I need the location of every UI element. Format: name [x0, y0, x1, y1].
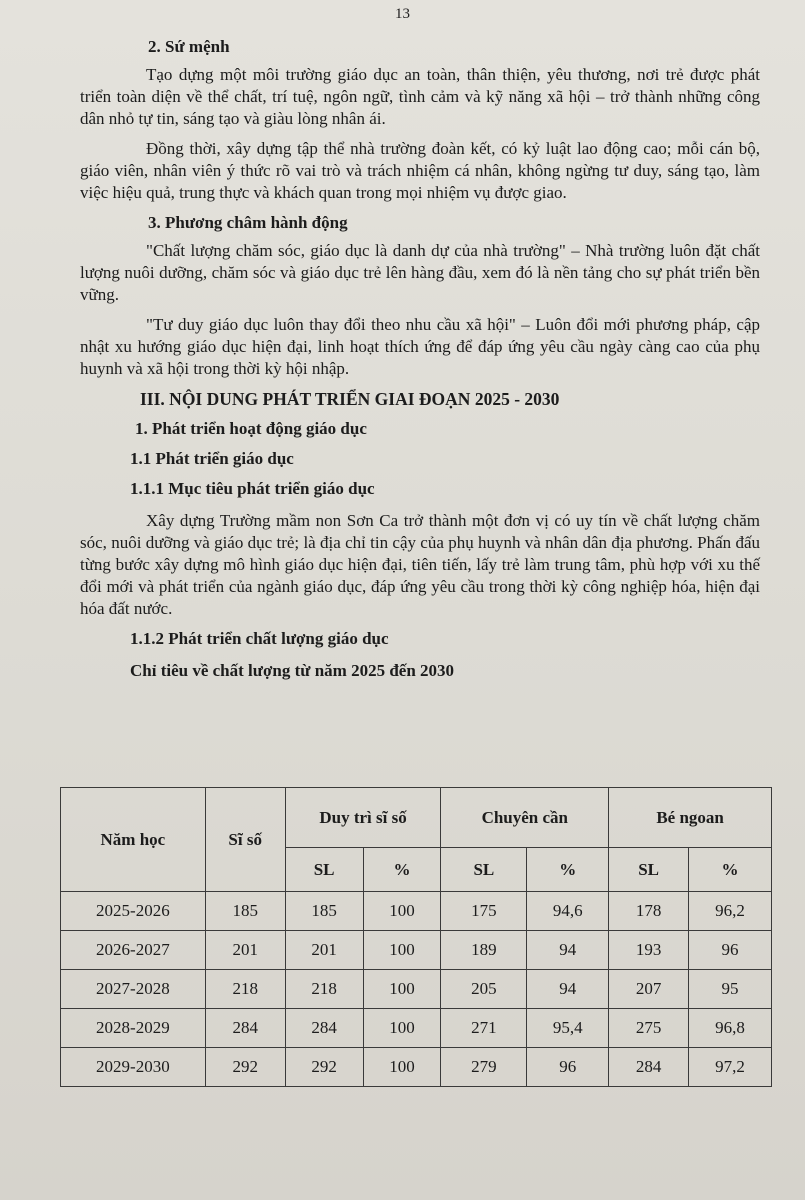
page-content [80, 36, 760, 688]
section-1-1-2-heading: 1.1.2 Phát triển chất lượng giáo dục [130, 629, 389, 648]
cell-total: 201 [205, 931, 285, 970]
cell-good-pct: 96,2 [689, 892, 772, 931]
section-1-heading: 1. Phát triển hoạt động giáo dục [135, 419, 367, 438]
cell-good-sl: 284 [609, 1048, 689, 1087]
cell-total: 292 [205, 1048, 285, 1087]
cell-maintain-sl: 292 [285, 1048, 363, 1087]
cell-total: 218 [205, 970, 285, 1009]
cell-maintain-sl: 218 [285, 970, 363, 1009]
cell-maintain-sl: 185 [285, 892, 363, 931]
subheader-pct: % [527, 848, 609, 892]
cell-good-pct: 97,2 [689, 1048, 772, 1087]
section-1-1-1-paragraph: Xây dựng Trường mầm non Sơn Ca trở thành một đơn vị có uy tín về chất lượng chăm sóc, nuôi dưỡng và giáo dục trẻ; là địa chỉ tin cậy của phụ huynh và nhân dân địa phương. Phấn đấu từng bước xây dựng mô hình giáo dục hiện đại, tiên tiến, lấy trẻ làm trung tâm, phù hợp với xu thế đổi mới và phát triển của ngành giáo dục, đáp ứng yêu cầu trong thời kỳ công nghiệp hóa, hiện đại hóa đất nước. [80, 511, 760, 618]
motto-paragraph-2: "Tư duy giáo dục luôn thay đổi theo nhu cầu xã hội" – Luôn đổi mới phương pháp, cập nhật xu hướng giáo dục hiện đại, linh hoạt thích ứng để đáp ứng yêu cầu ngày càng cao của phụ huynh và xã hội trong thời kỳ hội nhập. [80, 315, 760, 378]
section-iii-heading: III. NỘI DUNG PHÁT TRIỂN GIAI ĐOẠN 2025 - 2030 [140, 389, 560, 409]
cell-attendance-sl: 271 [441, 1009, 527, 1048]
header-total: Sĩ số [205, 788, 285, 892]
cell-attendance-sl: 279 [441, 1048, 527, 1087]
page-number: 13 [395, 6, 410, 22]
subheader-pct: % [689, 848, 772, 892]
section-1-1-heading: 1.1 Phát triển giáo dục [130, 449, 294, 468]
cell-attendance-sl: 189 [441, 931, 527, 970]
motto-heading: 3. Phương châm hành động [148, 213, 348, 232]
table-row [61, 1009, 772, 1048]
cell-good-sl: 207 [609, 970, 689, 1009]
subheader-sl: SL [609, 848, 689, 892]
cell-year: 2027-2028 [61, 970, 206, 1009]
header-year: Năm học [61, 788, 206, 892]
mission-paragraph-2: Đồng thời, xây dựng tập thể nhà trường đoàn kết, có kỷ luật lao động cao; mỗi cán bộ, giáo viên, nhân viên ý thức rõ vai trò và trách nhiệm cá nhân, không ngừng tư duy, sáng tạo, làm việc hiệu quả, trung thực và khách quan trong mọi nhiệm vụ được giao. [80, 139, 760, 202]
cell-year: 2028-2029 [61, 1009, 206, 1048]
motto-paragraph-1: "Chất lượng chăm sóc, giáo dục là danh dự của nhà trường" – Nhà trường luôn đặt chất lượng nuôi dưỡng, chăm sóc và giáo dục trẻ lên hàng đầu, xem đó là nền tảng cho sự phát triển bền vững. [80, 241, 760, 304]
subheader-sl: SL [285, 848, 363, 892]
cell-total: 284 [205, 1009, 285, 1048]
cell-good-pct: 96,8 [689, 1009, 772, 1048]
cell-attendance-pct: 94,6 [527, 892, 609, 931]
cell-year: 2029-2030 [61, 1048, 206, 1087]
cell-attendance-pct: 95,4 [527, 1009, 609, 1048]
cell-good-sl: 178 [609, 892, 689, 931]
table-row [61, 970, 772, 1009]
table-row [61, 1048, 772, 1087]
cell-maintain-pct: 100 [363, 892, 441, 931]
cell-attendance-sl: 175 [441, 892, 527, 931]
header-attendance: Chuyên cần [441, 788, 609, 848]
cell-attendance-pct: 94 [527, 931, 609, 970]
cell-good-sl: 193 [609, 931, 689, 970]
cell-maintain-pct: 100 [363, 1048, 441, 1087]
mission-heading: 2. Sứ mệnh [148, 37, 230, 56]
cell-attendance-sl: 205 [441, 970, 527, 1009]
subheader-pct: % [363, 848, 441, 892]
cell-year: 2026-2027 [61, 931, 206, 970]
section-1-1-1-heading: 1.1.1 Mục tiêu phát triển giáo dục [130, 479, 375, 498]
mission-paragraph-1: Tạo dựng một môi trường giáo dục an toàn, thân thiện, yêu thương, nơi trẻ được phát triển toàn diện về thể chất, trí tuệ, ngôn ngữ, tình cảm và kỹ năng xã hội – trở thành những công dân nhỏ tự tin, sáng tạo và giàu lòng nhân ái. [80, 65, 760, 128]
table-row [61, 892, 772, 931]
cell-year: 2025-2026 [61, 892, 206, 931]
subheader-sl: SL [441, 848, 527, 892]
table-title: Chỉ tiêu về chất lượng từ năm 2025 đến 2030 [130, 661, 455, 680]
table-header-row [61, 788, 772, 848]
cell-maintain-pct: 100 [363, 1009, 441, 1048]
cell-good-pct: 96 [689, 931, 772, 970]
header-maintain: Duy trì sĩ số [285, 788, 441, 848]
cell-maintain-pct: 100 [363, 931, 441, 970]
cell-good-sl: 275 [609, 1009, 689, 1048]
cell-maintain-sl: 201 [285, 931, 363, 970]
cell-attendance-pct: 96 [527, 1048, 609, 1087]
cell-maintain-sl: 284 [285, 1009, 363, 1048]
header-good-child: Bé ngoan [609, 788, 772, 848]
table-row [61, 931, 772, 970]
cell-total: 185 [205, 892, 285, 931]
quality-targets-table [60, 787, 772, 1087]
cell-good-pct: 95 [689, 970, 772, 1009]
table-body [61, 892, 772, 1087]
cell-attendance-pct: 94 [527, 970, 609, 1009]
cell-maintain-pct: 100 [363, 970, 441, 1009]
